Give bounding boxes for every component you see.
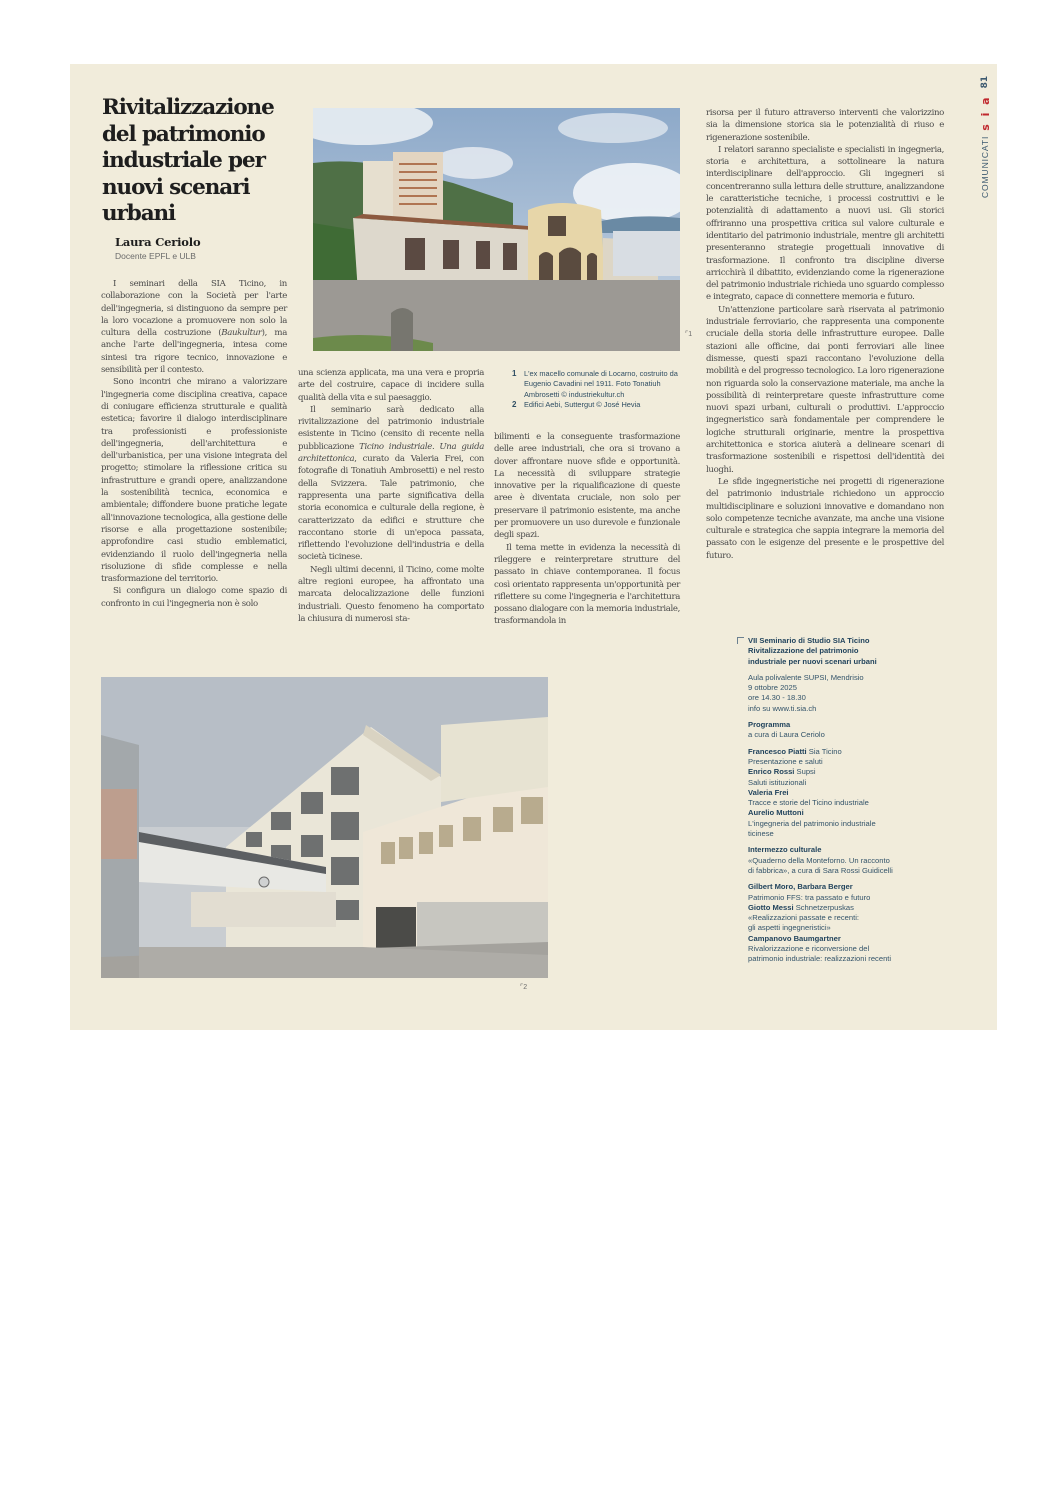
- article-column-1: [101, 278, 287, 610]
- caption-2: 2 Edifici Aebi, Suttergut © José Hevia: [512, 400, 641, 410]
- paragraph: Il tema mette in evidenza la necessità di rileggere e reinterpretare strutture del passato in chiave contemporanea. Il focus così orientato rappresenta un'opportunità per riflettere su come l'ingegneria e l'architettura possano dialogare con la memoria industriale, trasformandola in: [494, 542, 681, 627]
- paragraph: I relatori saranno specialiste e specialisti in ingegneria, storia e architettura, a sottolineare la natura interdisciplinare dell'approccio. Gli ingegneri si concentreranno sulla lettura delle strutture, analizzandone le caratteristiche tecniche, i processi costruttivi e le potenzialità di adattamento a nuovi usi. Gli storici offriranno una prospettiva critica sul valore culturale e identitario del patrimonio industriale, mentre gli architetti presenteranno strategie progettuali innovative di trasformazione. Il confronto tra discipline diverse arricchirà il dibattito, evidenziando come la rigenerazione del patrimonio industriale richieda uno sguardo complesso e integrato, capace di connettere memoria e futuro.: [706, 144, 944, 303]
- event-time: ore 14.30 - 18.30: [748, 693, 806, 703]
- event-venue: Aula polivalente SUPSI, Mendrisio: [748, 672, 864, 682]
- speaker-affiliation: Schnetzerpuskas: [793, 902, 854, 912]
- photo-ex-macello-locarno: [313, 108, 680, 351]
- figure-marker-1: ⌜1: [685, 331, 693, 338]
- speaker-item: [748, 934, 922, 965]
- programme-curator: a cura di Laura Ceriolo: [748, 730, 825, 740]
- talk-title: Presentazione e saluti: [748, 756, 823, 766]
- speaker-item: [748, 808, 922, 839]
- event-info-box: [737, 636, 922, 971]
- event-info-link[interactable]: info su www.ti.sia.ch: [748, 703, 817, 713]
- speaker-affiliation: Supsi: [794, 767, 816, 777]
- event-date: 9 ottobre 2025: [748, 683, 797, 693]
- intermezzo-line-1: «Quaderno della Monteforno. Un racconto: [748, 855, 890, 865]
- speaker-name: Giotto Messi: [748, 902, 794, 912]
- paragraph: I seminari della SIA Ticino, in collaborazione con la Società per l'arte dell'ingegneria, si distinguono da sempre per la loro vocazione a promuovere non solo la cultura della costruzione (Baukultur), ma anche l'arte dell'ingegneria, intesa come sintesi tra rigore tecnico, innovazione e sensibilità per il contesto.: [101, 279, 288, 376]
- figure-captions: [512, 369, 687, 411]
- talk-title: Rivalorizzazione e riconversione del: [748, 944, 870, 954]
- speaker-name: Gilbert Moro, Barbara Berger: [748, 882, 853, 892]
- talk-title: gli aspetti ingegneristici»: [748, 923, 831, 933]
- article-column-3: [494, 431, 680, 628]
- speaker-name: Aurelio Muttoni: [748, 808, 804, 818]
- paragraph: Le sfide ingegneristiche nei progetti di rigenerazione del patrimonio industriale richiedono un approccio multidisciplinare e soluzioni innovative e domandano non solo competenze tecniche avanzate, ma anche una visione culturale e strategica che sappia integrare la memoria del passato con le esigenze del presente e le prospettive del futuro.: [706, 476, 944, 561]
- speaker-item: [748, 747, 922, 768]
- programme-label: Programma: [748, 720, 791, 730]
- running-header: [977, 75, 993, 198]
- speaker-name: Enrico Rossi: [748, 767, 795, 777]
- photo-1-illustration: [313, 108, 680, 351]
- sia-logo: s i a: [978, 95, 992, 131]
- speaker-affiliation: Sia Ticino: [806, 746, 842, 756]
- programme-header: [748, 720, 922, 741]
- speaker-item: [748, 767, 922, 788]
- talk-title: Patrimonio FFS: tra passato e futuro: [748, 892, 871, 902]
- event-title-line-2: industriale per nuovi scenari urbani: [748, 656, 877, 666]
- talk-title: «Realizzazioni passate e recenti:: [748, 913, 860, 923]
- paragraph: risorsa per il futuro attraverso interventi che valorizzino sia la dimensione storica sia le potenzialità di riuso e rigenerazione sostenibile.: [706, 108, 944, 143]
- page-number: 81: [980, 75, 990, 89]
- event-details: [748, 673, 922, 714]
- event-title-line-1: Rivitalizzazione del patrimonio: [748, 646, 859, 656]
- author-name: Laura Ceriolo: [115, 235, 201, 249]
- intermezzo-label: Intermezzo culturale: [748, 845, 822, 855]
- paragraph: Negli ultimi decenni, il Ticino, come molte altre regioni europee, ha affrontato una marcata delocalizzazione delle funzioni industriali. Questo fenomeno ha comportato la chiusura di numerosi sta-: [298, 564, 484, 624]
- corner-mark-icon: [737, 637, 744, 644]
- speaker-name: Valeria Frei: [748, 787, 789, 797]
- speaker-item: [748, 882, 922, 903]
- article-title: Rivitalizzazione del patrimonio industriale per nuovi scenari urbani: [102, 95, 274, 226]
- speaker-item: [748, 903, 922, 934]
- caption-1: 1 L'ex macello comunale di Locarno, costruito da Eugenio Cavadini nel 1911. Foto Tonatiuh Ambrosetti © industriekultur.ch: [512, 369, 678, 399]
- talk-title: Saluti istituzionali: [748, 777, 807, 787]
- intermezzo-line-2: di fabbrica», a cura di Sara Rossi Guidicelli: [748, 865, 893, 875]
- paragraph: Si configura un dialogo come spazio di confronto in cui l'ingegneria non è solo: [101, 586, 287, 609]
- paragraph: Un'attenzione particolare sarà riservata al patrimonio industriale ferroviario, che rappresenta una componente cruciale della storia delle infrastrutture europee. Dalle stazioni alle officine, dai ponti ferroviari alle linee dismesse, questi spazi raccontano l'evoluzione della mobilità e del progresso tecnologico. La loro rigenerazione non riguarda solo la conservazione materiale, ma anche la possibilità di reinterpretare queste infrastrutture come nuovi spazi urbani, culturali o produttivi. L'approccio ingegneristico sarà fondamentale per comprendere le logiche strutturali originarie, mentre la prospettiva architettonica e storica aiuterà a delineare scenari di trasformazione sostenibili e rispettosi dell'identità dei luoghi.: [706, 304, 944, 475]
- talk-title: L'ingegneria del patrimonio industriale: [748, 818, 876, 828]
- speaker-item: [748, 788, 922, 809]
- paragraph: Sono incontri che mirano a valorizzare l'ingegneria come disciplina creativa, capace di coniugare efficienza strutturale e qualità estetica; favorire il dialogo interdisciplinare tra professionisti e professioniste dell'ingegneria, dell'architettura e dell'urbanistica, per una visione integrata del progetto; stimolare la riflessione critica su infrastrutture e grandi opere, analizzandone la sostenibilità tecnica, economica e ambientale; diffondere buone pratiche legate all'innovazione tecnologica, alla gestione delle risorse e alla progettazione sostenibile; approfondire casi studio emblematici, evidenziando il ruolo dell'ingegneria nella risoluzione di sfide complesse e nella trasformazione del territorio.: [101, 377, 287, 585]
- talk-title: patrimonio industriale: realizzazioni recenti: [748, 954, 892, 964]
- section-label: COMUNICATI: [980, 135, 990, 198]
- event-heading: VII Seminario di Studio SIA Ticino: [748, 636, 870, 645]
- photo-edifici-aebi: [101, 677, 548, 978]
- author-affiliation: Docente EPFL e ULB: [115, 251, 196, 261]
- article-column-2: [298, 367, 484, 625]
- speaker-list-2: [748, 882, 922, 964]
- talk-title: Tracce e storie del Ticino industriale: [748, 798, 869, 808]
- talk-title: ticinese: [748, 829, 774, 839]
- article-column-4: [706, 107, 944, 562]
- speaker-name: Francesco Piatti: [748, 746, 807, 756]
- paragraph: una scienza applicata, ma una vera e propria arte del costruire, capace di incidere sulla qualità della vita e sul paesaggio.: [298, 368, 484, 403]
- figure-marker-2: ⌜2: [520, 984, 528, 991]
- speaker-list-1: [748, 747, 922, 840]
- event-title-block: [748, 636, 922, 667]
- paragraph: bilimenti e la conseguente trasformazione delle aree industriali, che ora si trovano a dover affrontare nuove sfide e opportunità. La necessità di sviluppare strategie innovative per la riqualificazione di queste aree è diventata cruciale, non solo per preservare il patrimonio esistente, ma anche per promuovere un uso durevole e funzionale degli spazi.: [494, 432, 680, 541]
- speaker-name: Campanovo Baumgartner: [748, 933, 841, 943]
- photo-2-illustration: [101, 677, 548, 978]
- paragraph: Il seminario sarà dedicato alla rivitalizzazione del patrimonio industriale esistente in Ticino (censito di recente nella pubblicazione Ticino industriale. Una guida architettonica, curato da Valeria Frei, con fotografie di Tonatiuh Ambrosetti) e nel resto della Svizzera. Tale patrimonio, che rappresenta una parte significativa della storia economica e culturale della regione, è caratterizzato da edifici e strutture che raccontano storie di un'epoca passata, riflettendo l'evoluzione dell'industria e della società ticinese.: [298, 404, 484, 563]
- intermezzo-block: [748, 845, 922, 876]
